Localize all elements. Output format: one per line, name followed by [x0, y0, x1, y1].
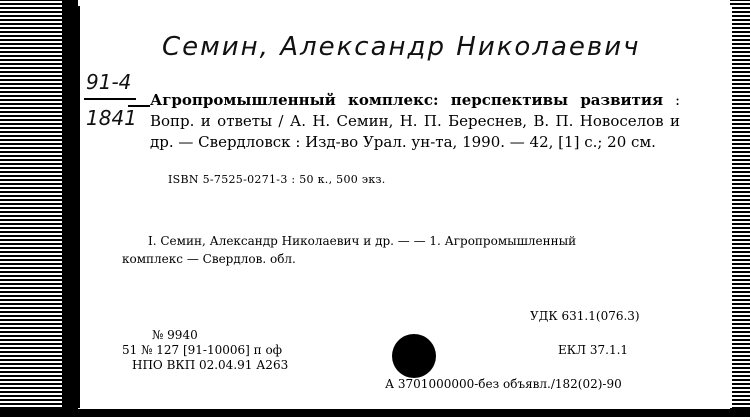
handwritten-shelf-code-2: 1841	[86, 106, 137, 130]
npo-code: НПО ВКП 02.04.91 А263	[132, 358, 289, 372]
handwritten-author-name: Семин, Александр Николаевич	[162, 32, 641, 62]
book-description: : Вопр. и ответы / А. Н. Семин, Н. П. Береснев, В. П. Новоселов и др. — Свердловск : Изд-во Урал. ун-та, 1990. — 42, [1] с.; 20 см.	[150, 91, 680, 151]
tracing	[122, 232, 682, 268]
card-edge-right	[730, 0, 750, 417]
series-code: 51 № 127 [91-10006] п оф	[122, 343, 283, 357]
ekl-code: ЕКЛ 37.1.1	[558, 343, 629, 357]
card-edge-bottom	[0, 409, 750, 417]
order-codes	[122, 328, 288, 373]
card-punch-hole	[392, 334, 436, 378]
tracing-line-2: комплекс — Свердлов. обл.	[122, 252, 296, 266]
book-title: Агропромышленный комплекс: перспективы развития	[150, 91, 664, 109]
shelf-code-divider	[84, 98, 136, 100]
handwritten-shelf-code-1: 91-4	[86, 70, 132, 94]
catalog-card	[78, 6, 732, 408]
udk-code: УДК 631.1(076.3)	[530, 309, 640, 323]
order-number: № 9940	[152, 328, 198, 342]
card-edge-left	[0, 0, 78, 417]
tracing-line-1: I. Семин, Александр Николаевич и др. — — 1. Агропромышленный	[148, 234, 577, 248]
bibliographic-record	[150, 90, 680, 153]
price-code: А 3701000000-без объявл./182(02)-90	[385, 377, 622, 391]
isbn-line: ISBN 5-7525-0271-3 : 50 к., 500 экз.	[168, 173, 386, 186]
